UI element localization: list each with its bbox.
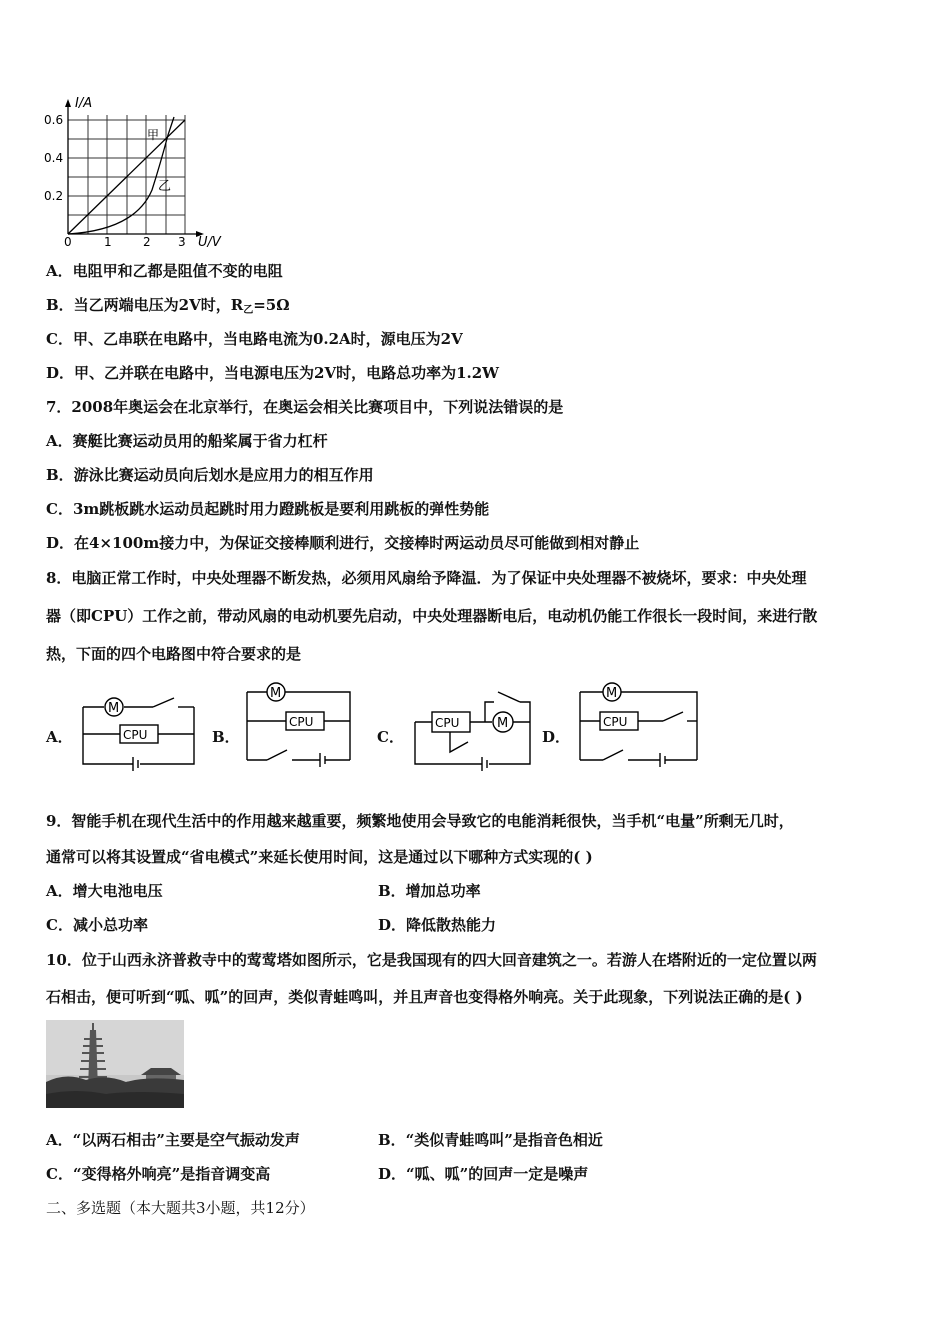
q6-option-c: C．甲、乙串联在电路中，当电路电流为0.2A时，源电压为2V	[46, 330, 463, 348]
motor-symbol: M	[497, 716, 509, 731]
motor-symbol: M	[270, 686, 282, 701]
q9-option-b: B．增加总功率	[378, 882, 481, 900]
q9-stem-line2: 通常可以将其设置成“省电模式”来延长使用时间，这是通过以下哪种方式实现的( )	[46, 848, 593, 866]
circuit-c-label: C．	[377, 728, 404, 746]
motor-symbol: M	[108, 701, 120, 716]
q6-option-b-text: B．当乙两端电压为2V时，R	[46, 296, 244, 314]
q9-option-d: D．降低散热能力	[378, 916, 497, 934]
iu-graph	[40, 95, 240, 250]
y-tick: 0.4	[44, 151, 64, 165]
y-tick: 0.6	[44, 113, 64, 127]
pagoda-photo	[46, 1020, 184, 1108]
q7-option-c: C．3m跳板跳水运动员起跳时用力蹬跳板是要利用跳板的弹性势能	[46, 500, 490, 518]
circuit-c	[410, 682, 535, 772]
q10-option-d: D．“呱、呱”的回声一定是噪声	[378, 1165, 589, 1183]
q7-option-d: D．在4×100m接力中，为保证交接棒顺利进行，交接棒时两运动员尽可能做到相对静止	[46, 534, 640, 552]
cpu-label: CPU	[123, 728, 148, 742]
q6-option-b-sub: 乙	[243, 305, 254, 316]
q10-option-b: B．“类似青蛙鸣叫”是指音色相近	[378, 1131, 603, 1149]
q6-option-b-tail: =5Ω	[253, 296, 290, 314]
y-tick: 0.2	[44, 189, 64, 203]
cpu-label: CPU	[603, 715, 628, 729]
q8-stem-line3: 热，下面的四个电路图中符合要求的是	[46, 645, 302, 663]
q9-option-c: C．减小总功率	[46, 916, 148, 934]
q9-stem-line1: 9．智能手机在现代生活中的作用越来越重要，频繁地使用会导致它的电能消耗很快，当手机“电量”所剩无几时，	[46, 812, 794, 830]
q10-stem-line2: 石相击，便可听到“呱、呱”的回声，类似青蛙鸣叫，并且声音也变得格外响亮。关于此现象，下列说法正确的是( )	[46, 988, 803, 1006]
curve-jia-label: 甲	[147, 128, 160, 142]
x-tick: 0	[64, 235, 72, 249]
cpu-label: CPU	[435, 716, 460, 730]
circuit-b-label: B．	[212, 728, 240, 746]
x-tick: 2	[143, 235, 151, 249]
x-tick: 3	[178, 235, 186, 249]
circuit-d-label: D．	[542, 728, 571, 746]
x-axis-label: U/V	[198, 235, 221, 250]
circuit-a-label: A．	[46, 728, 73, 746]
q6-option-d: D．甲、乙并联在电路中，当电源电压为2V时，电路总功率为1.2W	[46, 364, 500, 382]
q6-option-a: A．电阻甲和乙都是阻值不变的电阻	[46, 262, 283, 280]
q7-stem: 7．2008年奥运会在北京举行，在奥运会相关比赛项目中，下列说法错误的是	[46, 398, 564, 416]
y-axis-label: I/A	[75, 96, 93, 111]
q8-stem-line1: 8．电脑正常工作时，中央处理器不断发热，必须用风扇给予降温．为了保证中央处理器不被烧坏，要求：中央处理	[46, 569, 807, 587]
q10-option-c: C．“变得格外响亮”是指音调变高	[46, 1165, 271, 1183]
curve-yi-label: 乙	[158, 179, 172, 194]
q7-option-b: B．游泳比赛运动员向后划水是应用力的相互作用	[46, 466, 374, 484]
q6-option-b	[46, 295, 290, 318]
q8-stem-line2: 器（即CPU）工作之前，带动风扇的电动机要先启动，中央处理器断电后，电动机仍能工作很长一段时间，来进行散	[46, 607, 818, 625]
q10-option-a: A．“以两石相击”主要是空气振动发声	[46, 1131, 300, 1149]
circuit-b	[242, 682, 357, 772]
q10-stem-line1: 10．位于山西永济普救寺中的莺莺塔如图所示，它是我国现有的四大回音建筑之一。若游人在塔附近的一定位置以两	[46, 951, 817, 969]
circuit-d	[575, 682, 705, 772]
section-2-heading: 二、多选题（本大题共3小题，共12分）	[46, 1199, 315, 1217]
motor-symbol: M	[606, 686, 618, 701]
x-tick: 1	[104, 235, 112, 249]
circuit-a	[78, 692, 200, 772]
q9-option-a: A．增大电池电压	[46, 882, 163, 900]
cpu-label: CPU	[289, 715, 314, 729]
q7-option-a: A．赛艇比赛运动员用的船桨属于省力杠杆	[46, 432, 328, 450]
